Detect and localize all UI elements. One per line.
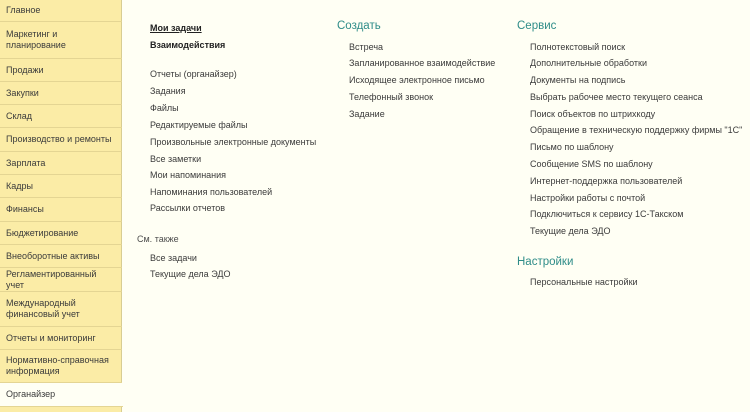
barcode-search-link[interactable]: Поиск объектов по штрихкоду <box>530 109 656 119</box>
sidebar-item-label: Закупки <box>6 87 39 98</box>
sidebar-item-label: Международный финансовый учет <box>6 298 80 319</box>
custom-edocs-link[interactable]: Произвольные электронные документы <box>150 137 317 147</box>
sidebar-item-label: Зарплата <box>6 157 46 168</box>
sidebar-item-label: Маркетинг и планирование <box>6 29 66 50</box>
all-tasks-link[interactable]: Все задачи <box>150 253 197 263</box>
report-mailings-link[interactable]: Рассылки отчетов <box>150 203 226 213</box>
create-header: Создать <box>337 20 381 32</box>
settings-header: Настройки <box>517 256 574 268</box>
sidebar-item-reference-info[interactable] <box>0 350 122 383</box>
my-tasks-link[interactable]: Мои задачи <box>150 23 202 33</box>
sidebar-item-fixed-assets[interactable] <box>0 245 122 268</box>
my-reminders-link[interactable]: Мои напоминания <box>150 170 227 180</box>
sidebar-item-label: Внеоборотные активы <box>6 250 100 261</box>
template-sms-link[interactable]: Сообщение SMS по шаблону <box>530 159 653 169</box>
personal-settings-link[interactable]: Персональные настройки <box>530 277 638 287</box>
sidebar-item-reports[interactable] <box>0 327 122 350</box>
sidebar-item-ifrs[interactable] <box>0 292 122 327</box>
service-current-edo-link[interactable]: Текущие дела ЭДО <box>530 226 611 236</box>
create-meeting-link[interactable]: Встреча <box>349 42 384 52</box>
sidebar-item-marketing[interactable] <box>0 22 122 59</box>
sidebar-item-salary[interactable] <box>0 152 122 175</box>
template-letter-link[interactable]: Письмо по шаблону <box>530 142 614 152</box>
tech-support-link[interactable]: Обращение в техническую поддержку фирмы "1С" <box>530 125 743 135</box>
create-outgoing-email-link[interactable]: Исходящее электронное письмо <box>349 75 485 85</box>
tasks-link[interactable]: Задания <box>150 86 186 96</box>
mail-settings-link[interactable]: Настройки работы с почтой <box>530 193 646 203</box>
files-link[interactable]: Файлы <box>150 103 179 113</box>
current-edo-tasks-link[interactable]: Текущие дела ЭДО <box>150 269 231 279</box>
select-workplace-link[interactable]: Выбрать рабочее место текущего сеанса <box>530 92 703 102</box>
sidebar-item-label: Нормативно-справочная информация <box>6 355 109 376</box>
fulltext-search-link[interactable]: Полнотекстовый поиск <box>530 42 626 52</box>
sidebar-item-budgeting[interactable] <box>0 222 122 245</box>
sidebar-item-purchases[interactable] <box>0 82 122 105</box>
all-notes-link[interactable]: Все заметки <box>150 154 202 164</box>
sidebar-item-finance[interactable] <box>0 198 122 222</box>
sidebar-item-production[interactable] <box>0 128 122 152</box>
sidebar-item-label: Продажи <box>6 64 44 75</box>
sidebar-item-warehouse[interactable] <box>0 105 122 128</box>
online-support-link[interactable]: Интернет-поддержка пользователей <box>530 176 683 186</box>
sidebar-item-label: Бюджетирование <box>6 227 79 238</box>
taxcom-connect-link[interactable]: Подключиться к сервису 1С-Такском <box>530 209 684 219</box>
create-task-link[interactable]: Задание <box>349 109 385 119</box>
sidebar-item-label: Органайзер <box>6 389 56 399</box>
sidebar-item-main[interactable] <box>0 0 122 22</box>
sidebar-item-label: Отчеты и мониторинг <box>6 332 96 343</box>
sections-panel <box>0 0 122 412</box>
additional-processing-link[interactable]: Дополнительные обработки <box>530 58 647 68</box>
sidebar-item-hr[interactable] <box>0 175 122 198</box>
see-also-label: См. также <box>137 234 179 244</box>
section-content <box>123 0 750 412</box>
sidebar-item-label: Производство и ремонты <box>6 134 112 144</box>
documents-to-sign-link[interactable]: Документы на подпись <box>530 75 626 85</box>
sidebar-item-label: Главное <box>6 5 41 15</box>
interactions-link[interactable]: Взаимодействия <box>150 40 226 50</box>
sidebar-item-organizer[interactable] <box>0 383 123 407</box>
service-header: Сервис <box>517 20 557 32</box>
sidebar-item-label: Кадры <box>6 180 33 191</box>
sidebar-item-label: Склад <box>6 110 33 121</box>
user-reminders-link[interactable]: Напоминания пользователей <box>150 187 273 197</box>
reports-organizer-link[interactable]: Отчеты (органайзер) <box>150 69 237 79</box>
sidebar-item-label: Финансы <box>6 204 44 214</box>
create-planned-interaction-link[interactable]: Запланированное взаимодействие <box>349 58 496 68</box>
editable-files-link[interactable]: Редактируемые файлы <box>150 120 248 130</box>
sidebar-item-sales[interactable] <box>0 59 122 82</box>
sidebar-item-regulated-accounting[interactable] <box>0 268 122 292</box>
create-phone-call-link[interactable]: Телефонный звонок <box>349 92 434 102</box>
sidebar-item-label: Регламентированный учет <box>6 268 97 290</box>
